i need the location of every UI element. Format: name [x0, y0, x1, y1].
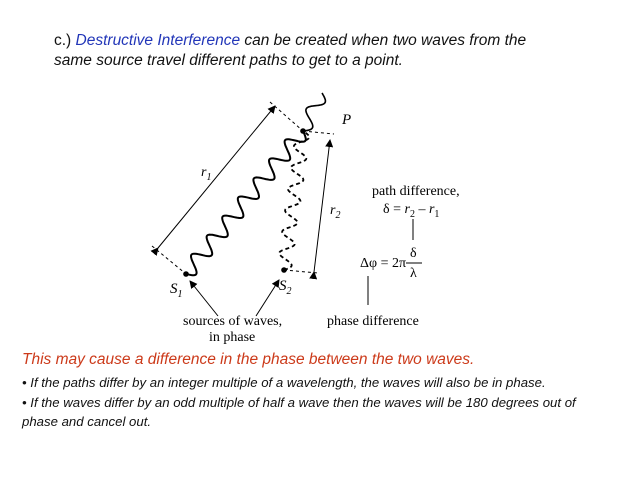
bullet-out-of-phase-line-1: • If the waves differ by an odd multiple of half a wave then the waves will be 180 degrees out of	[22, 395, 576, 410]
extension-line-p-top	[270, 102, 303, 131]
heading-line-2: same source travel different paths to get to a point.	[54, 52, 403, 69]
point-s1	[183, 271, 189, 277]
phase-equation-lhs: Δφ = 2π	[360, 256, 407, 271]
label-r2: $r_2$	[330, 203, 341, 221]
extension-line-s2	[284, 270, 318, 273]
path-difference-equation: $\delta = r_2 - r_1$	[383, 202, 440, 220]
r2-dimension-line	[314, 140, 330, 272]
sources-label-line-1: sources of waves,	[183, 314, 283, 329]
phase-difference-label: phase difference	[327, 314, 419, 329]
wave-path-2	[279, 131, 309, 270]
label-p: P	[342, 112, 352, 128]
bullet-in-phase: • If the paths differ by an integer multiple of a wavelength, the waves will also be in phase.	[22, 375, 546, 390]
sources-label-line-2: in phase	[209, 330, 256, 345]
wave-beyond-p	[303, 93, 325, 131]
point-s2	[281, 267, 287, 273]
extension-line-s1	[152, 246, 186, 274]
bullet-out-of-phase-line-2: phase and cancel out.	[22, 414, 152, 429]
label-s1: $S_1$	[170, 281, 183, 300]
bullet-out-of-phase	[22, 393, 622, 431]
label-s2: $S_2$	[279, 278, 292, 297]
path-difference-title: path difference,	[372, 184, 460, 199]
heading-rest: can be created when two waves from the	[240, 32, 527, 49]
phase-note: This may cause a difference in the phase between the two waves.	[22, 351, 475, 368]
phase-equation-denominator: λ	[410, 266, 417, 281]
wave-path-1	[186, 131, 306, 275]
label-r1: $r_1$	[201, 165, 212, 183]
point-p	[300, 128, 306, 134]
heading-term: Destructive Interference	[75, 32, 241, 49]
arrow-to-s2	[256, 280, 279, 316]
arrow-to-s1	[190, 281, 218, 316]
heading-prefix: c.)	[54, 32, 76, 49]
phase-equation-numerator: δ	[410, 246, 417, 261]
